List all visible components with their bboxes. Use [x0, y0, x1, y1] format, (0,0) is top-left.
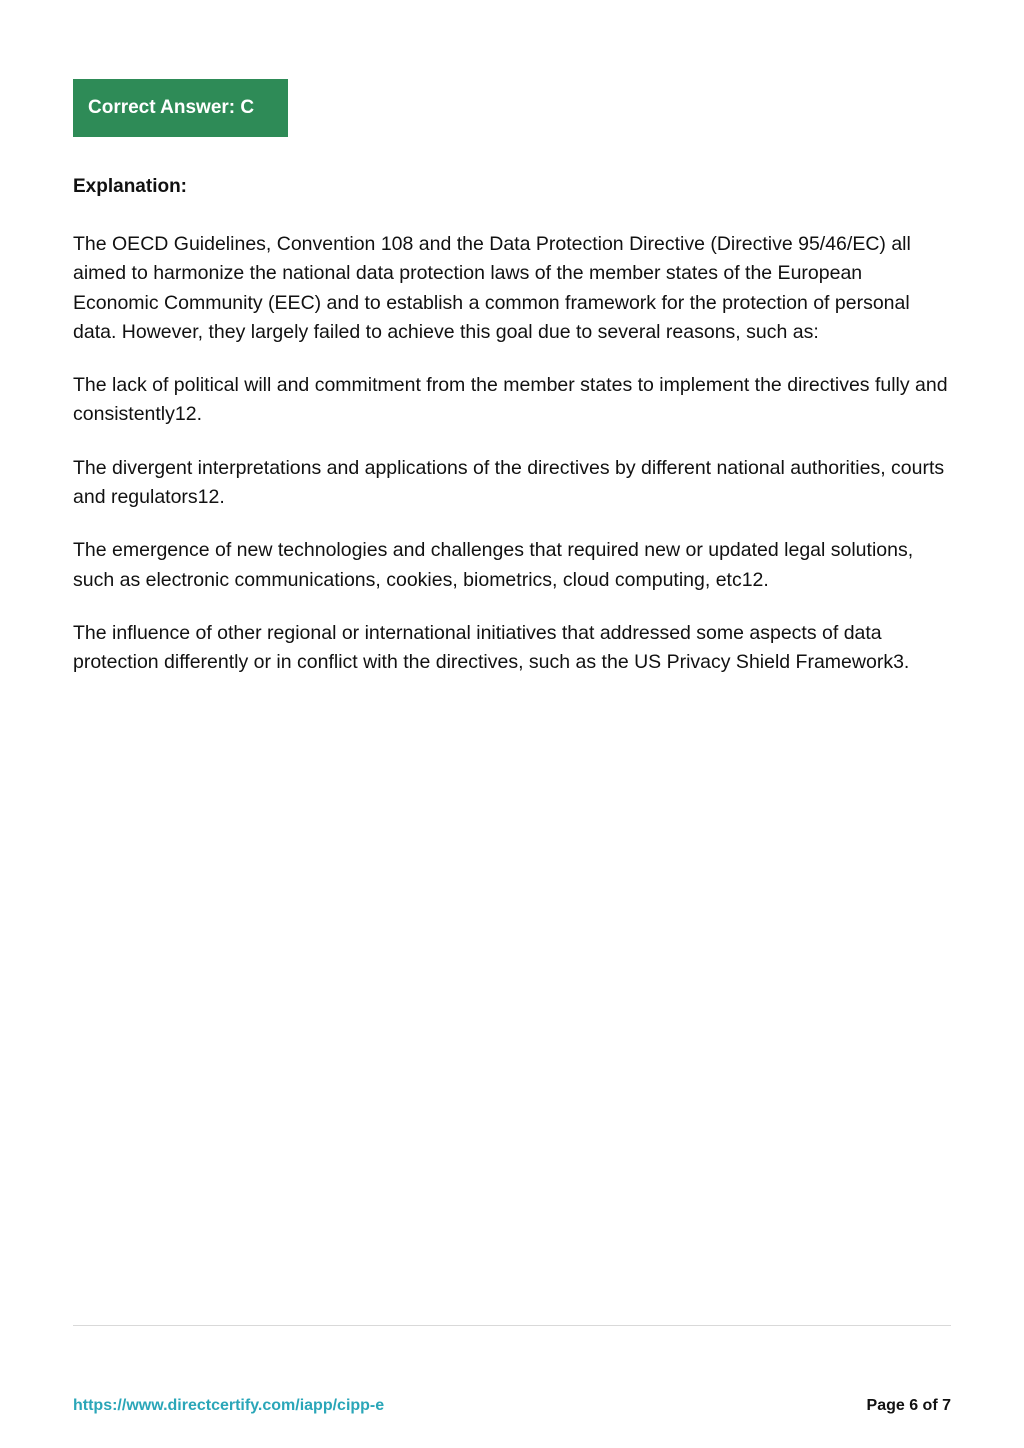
explanation-section — [73, 172, 953, 702]
footer-website-link[interactable]: https://www.directcertify.com/iapp/cipp-e — [73, 1397, 385, 1414]
explanation-paragraph-political-will: The lack of political will and commitment from the member states to implement the directives fully and consistently12. — [73, 374, 948, 426]
explanation-paragraph-intro: The OECD Guidelines, Convention 108 and the Data Protection Directive (Directive 95/46/EC) all aimed to harmonize the national data protection laws of the member states of the European Economic Community (EEC) and to establish a common framework for the protection of personal data. However, they largely failed to achieve this goal due to several reasons, such as: — [73, 233, 911, 343]
page-number: Page 6 of 7 — [866, 1397, 951, 1414]
explanation-paragraph-divergent-interpretations: The divergent interpretations and applications of the directives by different national authorities, courts and regulators12. — [73, 456, 945, 509]
explanation-paragraph-new-technologies: The emergence of new technologies and challenges that required new or updated legal solutions, such as electronic communications, cookies, biometrics, cloud computing, etc12. — [73, 539, 914, 591]
explanation-heading: Explanation: — [73, 176, 188, 197]
correct-answer-badge: Correct Answer: C — [73, 79, 288, 137]
footer-divider — [73, 1325, 951, 1326]
explanation-paragraph-other-initiatives: The influence of other regional or international initiatives that addressed some aspects of data protection differently or in conflict with the directives, such as the US Privacy Shield Framework3. — [73, 621, 910, 674]
